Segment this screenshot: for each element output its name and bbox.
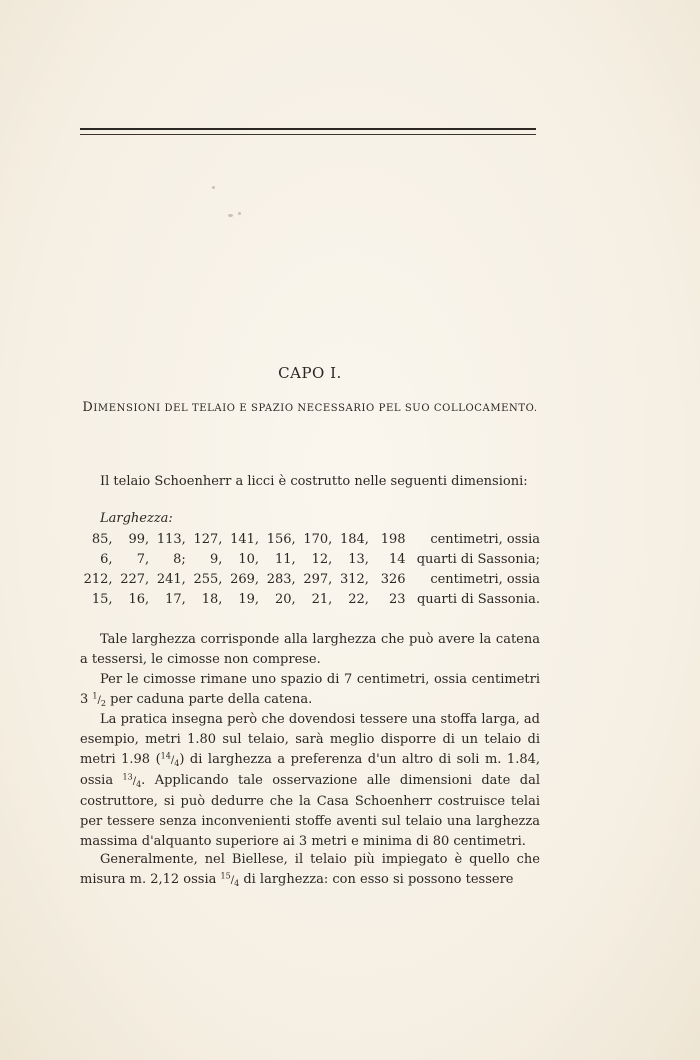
dimension-value: 227,: [120, 572, 150, 587]
dimension-value: 18,: [201, 592, 223, 607]
dimension-value: 141,: [230, 532, 260, 547]
dimension-value: 6,: [100, 552, 113, 567]
dimension-value: 20,: [275, 592, 296, 607]
dimensions-row: [80, 550, 540, 570]
dimension-value: 255,: [193, 572, 223, 587]
dimension-value: 85,: [91, 532, 113, 547]
dimension-value: 269,: [230, 572, 260, 587]
dimension-value: 22,: [348, 592, 369, 607]
dimension-value: 9,: [210, 552, 223, 567]
dimension-value: 16,: [128, 592, 150, 607]
dimension-value: 99,: [128, 532, 150, 547]
paragraph-selvedge: Per le cimosse rimane uno spazio di 7 centimetri, ossia centimetri 3 $^1/_2$ per caduna parte della catena.: [80, 672, 540, 708]
dimension-value: 198: [380, 532, 406, 547]
header-double-rule: [80, 128, 536, 135]
width-label: Larghezza:: [100, 511, 173, 526]
dimension-value: 11,: [275, 552, 296, 567]
dimension-value: 170,: [303, 532, 333, 547]
ink-speck: [212, 186, 215, 189]
dimensions-row: [80, 590, 540, 610]
dimension-value: 212,: [83, 572, 113, 587]
dimension-value: 283,: [266, 572, 296, 587]
dimension-unit: quarti di Sassonia;: [416, 552, 540, 567]
dimension-value: 15,: [91, 592, 113, 607]
intro-paragraph: Il telaio Schoenherr a licci è costrutto nelle seguenti dimensioni:: [100, 474, 528, 489]
dimension-value: 156,: [266, 532, 296, 547]
fraction: $^{15}/_4$: [220, 871, 240, 888]
dimension-unit: quarti di Sassonia.: [416, 592, 540, 607]
dimension-value: 12,: [311, 552, 333, 567]
dimensions-row: [80, 570, 540, 590]
chapter-subtitle: DIMENSIONI DEL TELAIO E SPAZIO NECESSARIO PEL SUO COLLOCAMENTO.: [82, 400, 538, 415]
dimension-value: 23: [389, 592, 406, 607]
fraction: $^1/_2$: [92, 691, 106, 708]
dimension-value: 241,: [156, 572, 186, 587]
dimension-value: 127,: [193, 532, 223, 547]
dimension-value: 8;: [173, 552, 186, 567]
fraction: $^{14}/_4$: [160, 751, 180, 768]
paragraph-width-note: Tale larghezza corrisponde alla larghezza che può avere la catena a tessersi, le cimosse non comprese.: [80, 632, 540, 667]
chapter-title: CAPO I.: [278, 364, 342, 382]
dimension-value: 17,: [165, 592, 186, 607]
dimension-unit: centimetri, ossia: [430, 572, 540, 587]
dimension-value: 312,: [339, 572, 369, 587]
dimension-value: 13,: [348, 552, 369, 567]
ink-speck: [228, 214, 233, 217]
dimension-value: 19,: [238, 592, 260, 607]
paragraph-practice: La pratica insegna però che dovendosi tessere una stoffa larga, ad esempio, metri 1.80 sul telaio, sarà meglio disporre di un telaio di metri 1.98 $(^{14}/_4)$ di larghezza a preferenza d'un altro di soli m. 1.84, ossia $^{13}/_4$. Applicando tale osservazione alle dimensioni date dal costruttore, si può dedurre che la Casa Schoenherr costruisce telai per tessere senza inconvenienti stoffe aventi sul telaio una larghezza massima d'alquanto superiore ai 3 metri e minima di 80 centimetri.: [80, 712, 540, 849]
dimension-unit: centimetri, ossia: [430, 532, 540, 547]
dimension-value: 113,: [156, 532, 186, 547]
ink-speck: [238, 212, 241, 215]
fraction: $^{13}/_4$: [122, 772, 142, 789]
dimension-value: 14: [389, 552, 406, 567]
dimensions-table: [80, 530, 540, 610]
dimension-value: 184,: [339, 532, 369, 547]
dimension-value: 326: [380, 572, 406, 587]
dimension-value: 21,: [311, 592, 333, 607]
paragraph-biellese: Generalmente, nel Biellese, il telaio più impiegato è quello che misura m. 2,12 ossia $^{15}/_4$ di larghezza: con esso si possono tessere: [80, 852, 540, 888]
dimension-value: 7,: [136, 552, 150, 567]
dimension-value: 297,: [303, 572, 333, 587]
dimensions-row: [80, 530, 540, 550]
dimension-value: 10,: [238, 552, 260, 567]
